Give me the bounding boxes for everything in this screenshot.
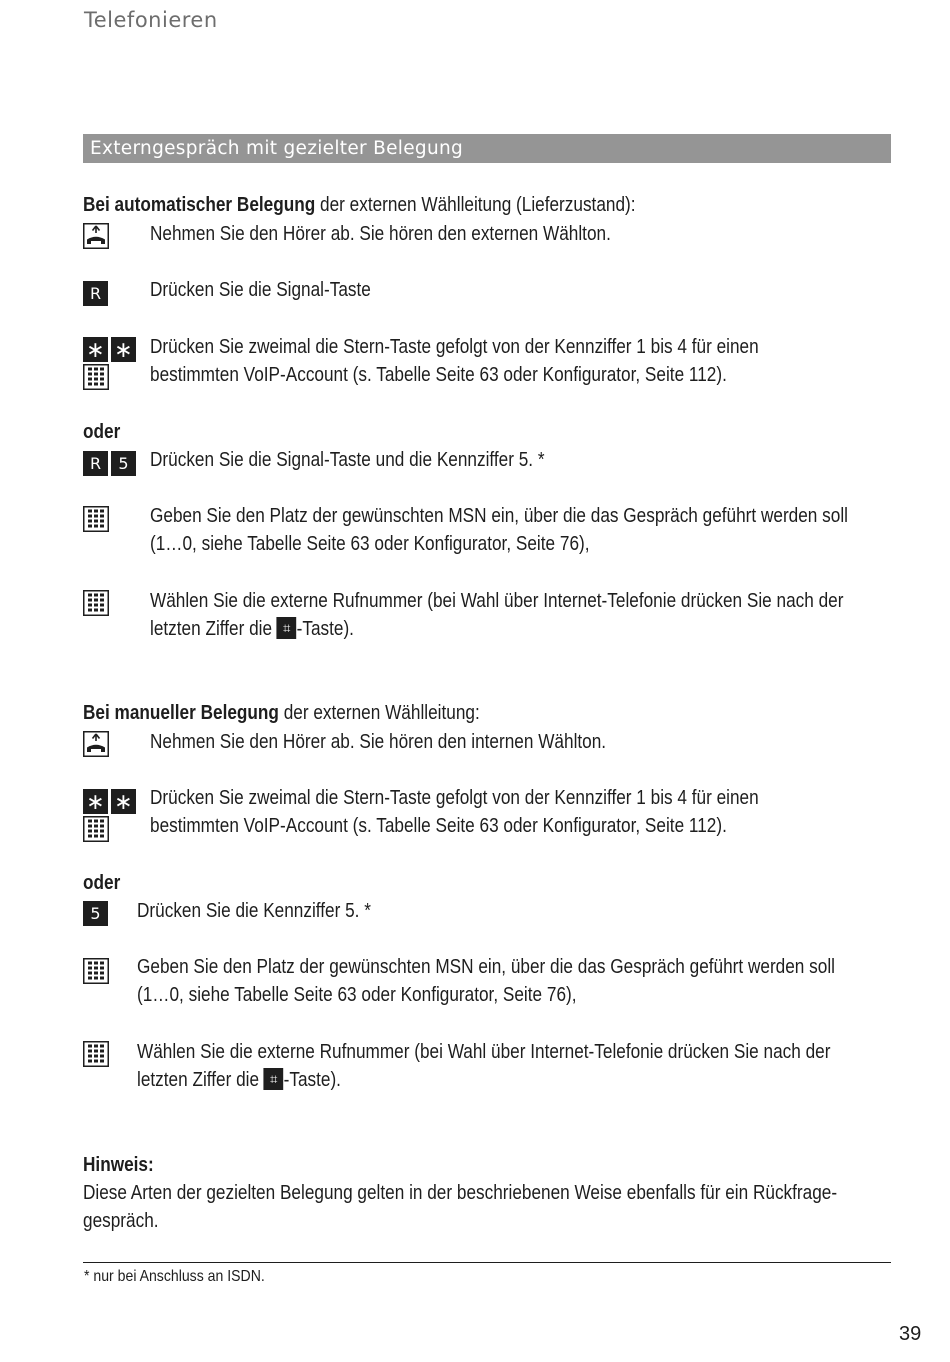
manual-intro	[83, 699, 480, 727]
auto-oder: oder	[83, 421, 121, 443]
page-number: 39	[899, 1323, 922, 1345]
signal-key-icon: R	[83, 451, 108, 476]
handset-lift-icon	[83, 223, 109, 249]
star-key-icon: ∗	[83, 789, 108, 814]
manual-step-5-text-a: letzten Ziffer die	[137, 1069, 264, 1091]
auto-step-5-line-1: Geben Sie den Platz der gewünschten MSN ein, über die das Gespräch geführt werden soll	[150, 505, 848, 527]
hash-key-icon: ⌗	[264, 1068, 284, 1090]
manual-step-5-line-1: Wählen Sie die externe Rufnummer (bei Wahl über Internet-Telefonie drücken Sie nach der	[137, 1041, 831, 1063]
hinweis-line-1: Diese Arten der gezielten Belegung gelten in der beschriebenen Weise ebenfalls für ein Rückfrage-	[83, 1182, 838, 1204]
auto-intro-rest: der externen Wählleitung (Lieferzustand):	[315, 194, 636, 216]
auto-intro	[83, 191, 636, 219]
keypad-icon	[83, 958, 109, 984]
manual-step-3: Drücken Sie die Kennziffer 5. *	[137, 900, 371, 922]
signal-key-icon: R	[83, 281, 108, 306]
auto-step-6-line-1: Wählen Sie die externe Rufnummer (bei Wahl über Internet-Telefonie drücken Sie nach der	[150, 590, 844, 612]
hinweis-line-2: gespräch.	[83, 1210, 159, 1232]
page-header: Telefonieren	[84, 8, 218, 32]
section-title: Externgespräch mit gezielter Belegung	[83, 134, 891, 163]
auto-step-4: Drücken Sie die Signal-Taste und die Kennziffer 5. *	[150, 449, 545, 471]
manual-intro-rest: der externen Wählleitung:	[278, 702, 480, 724]
manual-oder: oder	[83, 872, 121, 894]
auto-step-6-text-b: -Taste).	[296, 618, 354, 640]
manual-step-2-line-1: Drücken Sie zweimal die Stern-Taste gefolgt von der Kennziffer 1 bis 4 für einen	[150, 787, 759, 809]
auto-step-5-line-2: (1…0, siehe Tabelle Seite 63 oder Konfigurator, Seite 76),	[150, 533, 590, 555]
hash-key-icon: ⌗	[277, 617, 297, 639]
manual-step-4-line-2: (1…0, siehe Tabelle Seite 63 oder Konfigurator, Seite 76),	[137, 984, 577, 1006]
auto-step-3-line-1: Drücken Sie zweimal die Stern-Taste gefolgt von der Kennziffer 1 bis 4 für einen	[150, 336, 759, 358]
star-key-icon: ∗	[111, 337, 136, 362]
auto-step-3-line-2: bestimmten VoIP-Account (s. Tabelle Seite 63 oder Konfigurator, Seite 112).	[150, 364, 727, 386]
manual-step-5-text-b: -Taste).	[283, 1069, 341, 1091]
auto-intro-bold: Bei automatischer Belegung	[83, 194, 316, 216]
keypad-icon	[83, 1041, 109, 1067]
digit-5-key-icon: 5	[111, 451, 136, 476]
auto-step-1: Nehmen Sie den Hörer ab. Sie hören den externen Wählton.	[150, 223, 611, 245]
hinweis-title: Hinweis:	[83, 1154, 154, 1176]
handset-lift-icon	[83, 731, 109, 757]
auto-step-2: Drücken Sie die Signal-Taste	[150, 279, 371, 301]
manual-step-2-line-2: bestimmten VoIP-Account (s. Tabelle Seite 63 oder Konfigurator, Seite 112).	[150, 815, 727, 837]
star-key-icon: ∗	[111, 789, 136, 814]
footnote-divider	[83, 1262, 891, 1263]
manual-step-1: Nehmen Sie den Hörer ab. Sie hören den internen Wählton.	[150, 731, 607, 753]
auto-step-6-text-a: letzten Ziffer die	[150, 618, 277, 640]
digit-5-key-icon: 5	[83, 901, 108, 926]
manual-step-5-line-2	[137, 1066, 341, 1094]
keypad-icon	[83, 506, 109, 532]
auto-step-6-line-2	[150, 615, 354, 643]
footnote: * nur bei Anschluss an ISDN.	[84, 1268, 265, 1285]
manual-step-4-line-1: Geben Sie den Platz der gewünschten MSN ein, über die das Gespräch geführt werden soll	[137, 956, 835, 978]
keypad-icon	[83, 590, 109, 616]
keypad-icon	[83, 364, 109, 390]
manual-intro-bold: Bei manueller Belegung	[83, 702, 279, 724]
keypad-icon	[83, 816, 109, 842]
star-key-icon: ∗	[83, 337, 108, 362]
